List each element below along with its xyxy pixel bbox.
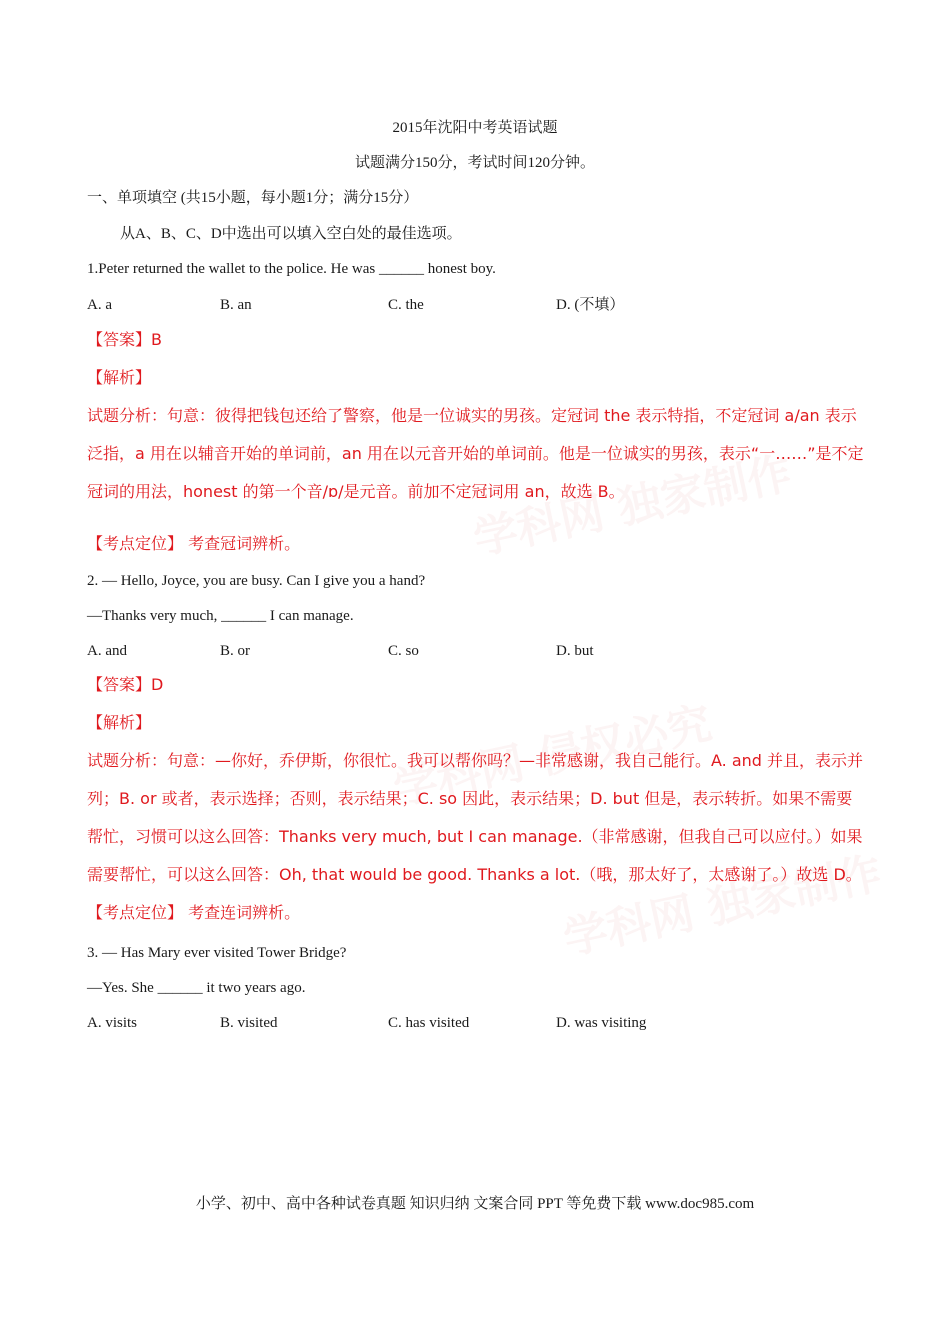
question-3-stem-reply: —Yes. She ______ it two years ago. bbox=[87, 980, 306, 996]
question-2-stem: 2. — Hello, Joyce, you are busy. Can I give you a hand? bbox=[87, 573, 426, 589]
question-2-answer: 【答案】D bbox=[87, 675, 164, 694]
question-3-option-a: A. visits bbox=[87, 1015, 138, 1031]
question-3-option-d: D. was visiting bbox=[556, 1015, 647, 1031]
question-2-stem-reply: —Thanks very much, ______ I can manage. bbox=[87, 608, 354, 624]
question-2-option-d: D. but bbox=[556, 643, 594, 659]
question-1-option-b: B. an bbox=[220, 297, 252, 313]
page-subtitle: 试题满分150分，考试时间120分钟。 bbox=[354, 155, 595, 171]
question-2-analysis: 试题分析：句意：—你好，乔伊斯，你很忙。我可以帮你吗？—非常感谢，我自己能行。A. and 并且，表示并列；B. or 或者，表示选择；否则，表示结果；C. so 因此，表示结果；D. but 但是，表示转折。如果不需要帮忙，习惯可以这么回答：Thanks very much, but I can manage.（非常感谢，但我自己可以应付。）如果需要帮忙，可以这么回答：Oh, that would be good. Thanks a lot.（哦，那太好了，太感谢了。）故选 D。 bbox=[87, 751, 864, 884]
instruction: 从A、B、C、D中选出可以填入空白处的最佳选项。 bbox=[120, 226, 462, 242]
question-1-point: 【考点定位】 考查冠词辨析。 bbox=[87, 534, 301, 553]
question-1-analysis-label: 【解析】 bbox=[87, 368, 152, 387]
question-2-point: 【考点定位】 考查连词辨析。 bbox=[87, 903, 301, 922]
question-3-option-b: B. visited bbox=[220, 1015, 278, 1031]
page-footer[interactable]: 小学、初中、高中各种试卷真题 知识归纳 文案合同 PPT 等免费下载 www.doc985.com bbox=[195, 1196, 755, 1212]
section-heading: 一、单项填空 (共15小题，每小题1分；满分15分） bbox=[87, 190, 419, 206]
question-2-option-b: B. or bbox=[220, 643, 250, 659]
page-title: 2015年沈阳中考英语试题 bbox=[392, 120, 558, 136]
watermark-1: 学科网 独家制作 bbox=[469, 447, 797, 565]
question-1-option-c: C. the bbox=[388, 297, 424, 313]
question-3-stem: 3. — Has Mary ever visited Tower Bridge? bbox=[87, 945, 347, 961]
question-2-option-c: C. so bbox=[388, 643, 419, 659]
watermark-2: 学科网 侵权必究 bbox=[389, 697, 717, 815]
question-3-option-c: C. has visited bbox=[388, 1015, 470, 1031]
question-2-option-a: A. and bbox=[87, 643, 127, 659]
question-1-answer: 【答案】B bbox=[87, 330, 162, 349]
question-1-analysis: 试题分析：句意：彼得把钱包还给了警察，他是一位诚实的男孩。定冠词 the 表示特指，不定冠词 a/an 表示泛指，a 用在以辅音开始的单词前，an 用在以元音开始的单词前。他是一位诚实的男孩，表示“一……”是不定冠词的用法，honest 的第一个音/ɒ/是元音。前加不定冠词用 an，故选 B。 bbox=[87, 406, 864, 501]
question-1-option-a: A. a bbox=[87, 297, 112, 313]
question-2-analysis-label: 【解析】 bbox=[87, 713, 152, 732]
watermark-3: 学科网 独家制作 bbox=[559, 847, 887, 965]
question-1-stem: 1.Peter returned the wallet to the police. He was ______ honest boy. bbox=[87, 261, 496, 277]
question-1-option-d: D. (不填） bbox=[556, 297, 625, 313]
